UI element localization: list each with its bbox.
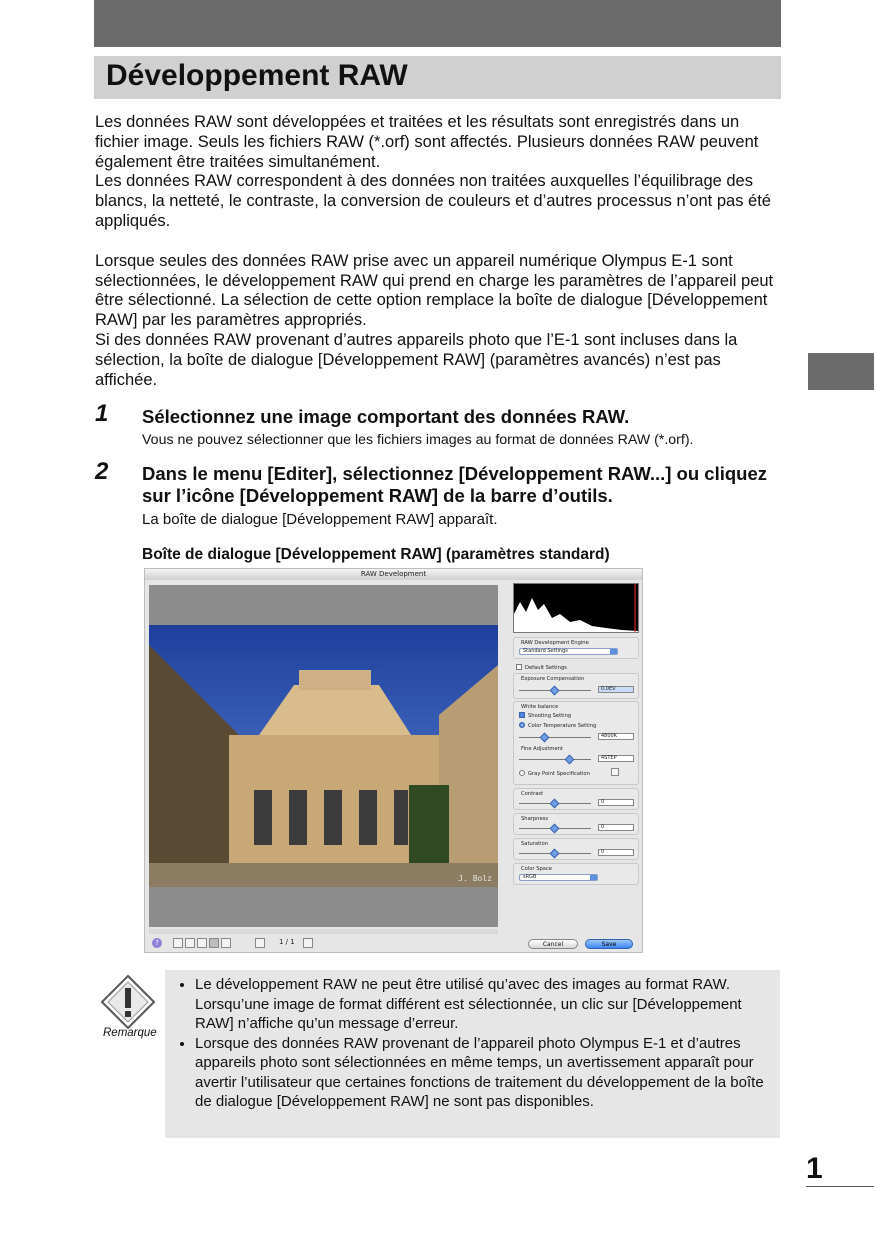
page-indicator: 1 / 1	[279, 938, 295, 946]
fine-adjust-slider-track[interactable]	[519, 759, 591, 760]
warning-icon	[100, 974, 156, 1030]
engine-value: Standard Settings	[523, 648, 568, 654]
step-number: 1	[95, 400, 109, 427]
section-tab	[808, 353, 874, 390]
divider	[806, 1186, 874, 1187]
remark-label: Remarque	[103, 1027, 157, 1039]
preview-photo	[149, 625, 498, 887]
step-description: Vous ne pouvez sélectionner que les fichiers images au format de données RAW (*.orf).	[142, 432, 694, 448]
compare-icon[interactable]	[221, 938, 231, 948]
step-description: La boîte de dialogue [Développement RAW] apparaît.	[142, 511, 498, 528]
gray-point-label: Gray Point Specification	[528, 771, 590, 777]
intro-paragraph: Lorsque seules des données RAW prise avec un appareil numérique Olympus E-1 sont sélectionnées, le développement RAW qui prend en charge les paramètres de l’appareil peut être sélectionné. La sélection de cette option remplace la boîte de dialogue [Développement RAW] par les paramètres appropriés.	[95, 251, 774, 330]
actual-size-icon[interactable]	[185, 938, 195, 948]
save-button[interactable]: Save	[585, 939, 633, 949]
horizontal-scrollbar[interactable]	[149, 929, 498, 934]
photo-watermark: J. Bolz	[458, 874, 492, 883]
sharpness-slider-thumb[interactable]	[550, 824, 560, 834]
white-balance-label: White balance	[521, 704, 559, 710]
dialog-title: RAW Development	[145, 569, 642, 580]
image-preview	[149, 585, 498, 927]
gray-point-radio[interactable]	[519, 770, 525, 776]
header-bar	[94, 0, 781, 47]
fine-adjust-label: Fine Adjustment	[521, 746, 563, 752]
saturation-slider-thumb[interactable]	[550, 849, 560, 859]
engine-label: RAW Development Engine	[521, 640, 589, 646]
contrast-label: Contrast	[521, 791, 544, 797]
page-title: Développement RAW	[106, 59, 408, 92]
shooting-setting-label: Shooting Setting	[528, 713, 572, 719]
histogram	[513, 583, 639, 633]
exposure-group	[513, 673, 639, 699]
raw-development-dialog	[144, 568, 643, 953]
next-icon[interactable]	[303, 938, 313, 948]
previous-icon[interactable]	[255, 938, 265, 948]
saturation-group	[513, 838, 639, 860]
fit-view-icon[interactable]	[173, 938, 183, 948]
color-temp-slider-track[interactable]	[519, 737, 591, 738]
zoom-out-icon[interactable]	[197, 938, 207, 948]
sharpness-value[interactable]: 0	[598, 824, 634, 831]
default-settings-checkbox[interactable]	[516, 664, 522, 670]
color-temp-label: Color Temperature Setting	[528, 723, 597, 729]
color-space-select[interactable]	[519, 874, 598, 881]
remark-box	[165, 970, 780, 1138]
intro-paragraph: Les données RAW correspondent à des données non traitées auxquelles l’équilibrage des blancs, la netteté, le contraste, la conversion de couleurs et d’autres processus n’ont pas été appliqués.	[95, 172, 771, 230]
color-space-value: sRGB	[523, 874, 537, 880]
chevron-down-icon	[610, 649, 617, 654]
saturation-value[interactable]: 0	[598, 849, 634, 856]
contrast-group	[513, 788, 639, 810]
settings-panel	[511, 583, 641, 925]
saturation-label: Saturation	[521, 841, 549, 847]
engine-select[interactable]	[519, 648, 618, 655]
step-title: Dans le menu [Editer], sélectionnez [Développement RAW...] ou cliquez sur l’icône [Développement RAW] de la barre d’outils.	[142, 463, 767, 506]
engine-group	[513, 637, 639, 659]
help-icon[interactable]: ?	[152, 938, 162, 948]
remark-item: • Le développement RAW ne peut être utilisé qu’avec des images au format RAW. Lorsqu’une image de format différent est sélectionnée, un clic sur [Développement RAW] n’affiche qu’un message d’erreur.	[195, 975, 770, 1034]
eyedropper-icon[interactable]	[611, 768, 619, 776]
figure-caption: Boîte de dialogue [Développement RAW] (paramètres standard)	[142, 546, 610, 563]
remark-list	[165, 970, 780, 1112]
color-temp-radio[interactable]	[519, 722, 525, 728]
chevron-down-icon	[590, 875, 597, 880]
preview-toolbar	[149, 937, 499, 951]
color-space-group	[513, 863, 639, 885]
sharpness-label: Sharpness	[521, 816, 549, 822]
contrast-value[interactable]: 0	[598, 799, 634, 806]
intro-paragraph: Les données RAW sont développées et traitées et les résultats sont enregistrés dans un fichier image. Seuls les fichiers RAW (*.orf) sont affectés. Plusieurs données RAW peuvent également être traitées simultanément.	[95, 113, 759, 171]
step-title: Sélectionnez une image comportant des données RAW.	[142, 406, 630, 427]
page-number: 1	[806, 1152, 823, 1185]
zoom-in-icon[interactable]	[209, 938, 219, 948]
color-space-label: Color Space	[521, 866, 553, 872]
title-band	[94, 56, 781, 99]
cancel-button[interactable]: Cancel	[528, 939, 578, 949]
remark-item: • Lorsque des données RAW provenant de l’appareil photo Olympus E-1 et d’autres appareils photo sont sélectionnées en même temps, un avertissement apparaît pour avertir l’utilisateur que certaines fonctions de traitement du développement de la boîte de dialogue [Développement RAW] ne sont pas disponibles.	[195, 1034, 770, 1112]
shooting-setting-checkbox[interactable]	[519, 712, 525, 718]
step-number: 2	[95, 458, 109, 485]
sharpness-group	[513, 813, 639, 835]
default-settings-label: Default Settings	[525, 665, 567, 671]
intro-text	[95, 113, 785, 390]
exposure-slider-thumb[interactable]	[550, 686, 560, 696]
exposure-label: Exposure Compensation	[521, 676, 585, 682]
fine-adjust-slider-thumb[interactable]	[565, 755, 575, 765]
intro-paragraph: Si des données RAW provenant d’autres appareils photo que l’E-1 sont incluses dans la sélection, la boîte de dialogue [Développement RAW] (paramètres avancés) n’est pas affichée.	[95, 330, 738, 389]
white-balance-group	[513, 701, 639, 785]
fine-adjust-value[interactable]: 4STEP	[598, 755, 634, 762]
contrast-slider-thumb[interactable]	[550, 799, 560, 809]
exposure-value[interactable]: 0.0EV	[598, 686, 634, 693]
color-temp-value[interactable]: 4800K	[598, 733, 634, 740]
color-temp-slider-thumb[interactable]	[540, 733, 550, 743]
